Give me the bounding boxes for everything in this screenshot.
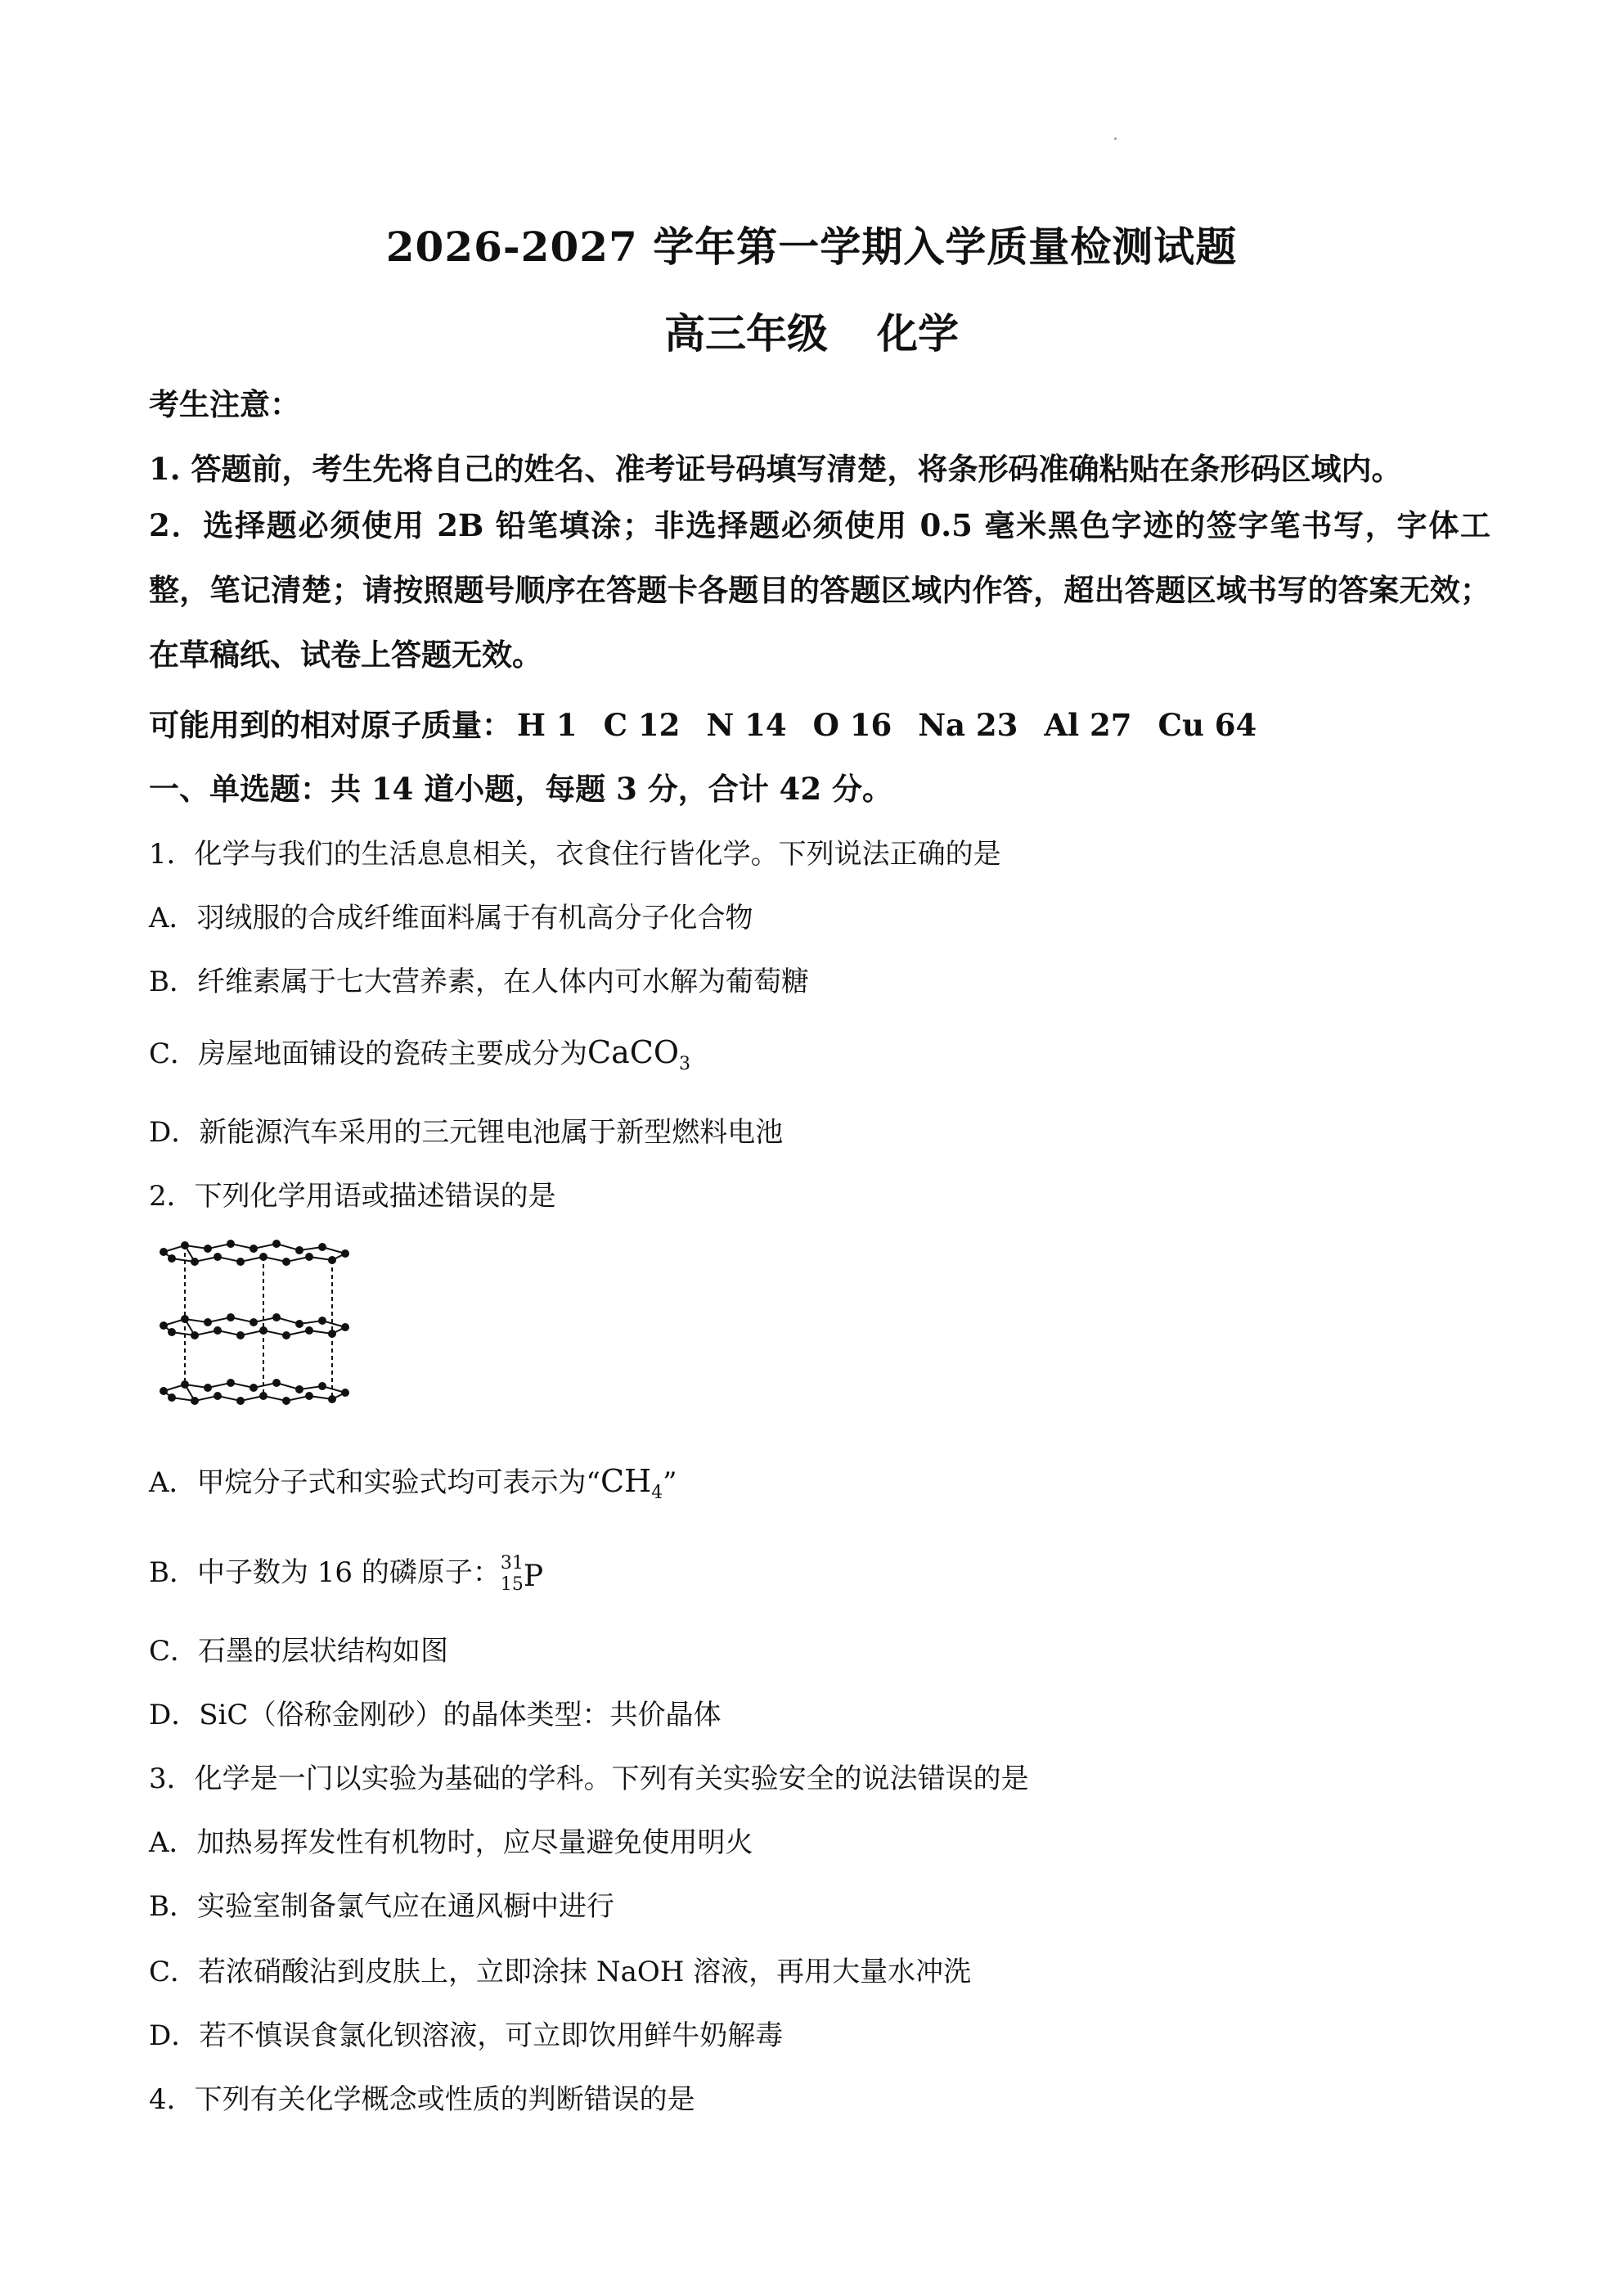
isotope-symbol: P <box>523 1560 544 1593</box>
grade-label: 高三年级 <box>664 309 828 358</box>
phosphorus-isotope <box>500 1553 546 1595</box>
exam-title: 2026-2027 学年第一学期入学质量检测试题 <box>385 223 1238 271</box>
section-heading: 一、单选题：共 14 道小题，每题 3 分，合计 42 分。 <box>149 771 893 807</box>
option-b-text: B．中子数为 16 的磷原子： <box>149 1556 501 1589</box>
question-3-option-a: A．加热易挥发性有机物时，应尽量避免使用明火 <box>149 1826 753 1859</box>
mass-cu: Cu 64 <box>1158 707 1257 743</box>
formula-caco: CaCO <box>587 1034 679 1070</box>
graphite-structure-figure <box>152 1227 366 1424</box>
question-1-option-b: B．纤维素属于七大营养素，在人体内可水解为葡萄糖 <box>149 966 809 998</box>
notice-item-1: 1. 答题前，考生先将自己的姓名、准考证号码填写清楚，将条形码准确粘贴在条形码区域内。 <box>149 451 1402 487</box>
question-2-option-b <box>149 1550 546 1595</box>
scan-dot <box>1114 137 1117 140</box>
formula-sub: 4 <box>651 1482 663 1503</box>
formula-ch: CH <box>600 1463 652 1499</box>
subject-label: 化学 <box>877 309 959 358</box>
question-3-option-c: C．若浓硝酸沾到皮肤上，立即涂抹 NaOH 溶液，再用大量水冲洗 <box>149 1956 972 1988</box>
question-3-option-b: B．实验室制备氯气应在通风橱中进行 <box>149 1890 614 1923</box>
question-4-stem: 4．下列有关化学概念或性质的判断错误的是 <box>149 2083 695 2116</box>
formula-sub: 3 <box>678 1053 690 1074</box>
masses-label: 可能用到的相对原子质量： <box>149 707 512 743</box>
question-3-option-d: D．若不慎误食氯化钡溶液，可立即饮用鲜牛奶解毒 <box>149 2019 784 2052</box>
notice-heading: 考生注意： <box>149 386 300 422</box>
isotope-atomic-number: 15 <box>500 1574 524 1595</box>
question-1-option-a: A．羽绒服的合成纤维面料属于有机高分子化合物 <box>149 902 753 934</box>
isotope-mass-number: 31 <box>500 1553 524 1573</box>
mass-c: C 12 <box>603 707 681 743</box>
notice-item-2: 2．选择题必须使用 2B 铅笔填涂；非选择题必须使用 0.5 毫米黑色字迹的签字笔书写，字体工整，笔记清楚；请按照题号顺序在答题卡各题目的答题区域内作答，超出答题区域书写的答案无效；在草稿纸、试卷上答题无效。 <box>149 507 1490 673</box>
question-2-option-c: C．石墨的层状结构如图 <box>149 1635 449 1668</box>
mass-h: H 1 <box>517 707 578 743</box>
atomic-masses <box>149 700 1283 745</box>
question-1-option-c <box>149 1031 690 1074</box>
mass-al: Al 27 <box>1044 707 1132 743</box>
question-2-option-d: D．SiC（俗称金刚砂）的晶体类型：共价晶体 <box>149 1699 722 1731</box>
question-1-stem: 1．化学与我们的生活息息相关，衣食住行皆化学。下列说法正确的是 <box>149 838 1001 871</box>
option-a-text: A．甲烷分子式和实验式均可表示为“ <box>149 1466 600 1499</box>
question-2-option-a <box>149 1460 677 1503</box>
option-c-text: C．房屋地面铺设的瓷砖主要成分为 <box>149 1038 588 1070</box>
question-1-option-d: D．新能源汽车采用的三元锂电池属于新型燃料电池 <box>149 1116 784 1149</box>
question-3-stem: 3．化学是一门以实验为基础的学科。下列有关实验安全的说法错误的是 <box>149 1763 1029 1795</box>
mass-na: Na 23 <box>918 707 1018 743</box>
option-a-end: ” <box>663 1466 677 1499</box>
mass-n: N 14 <box>706 707 787 743</box>
question-2-stem: 2．下列化学用语或描述错误的是 <box>149 1180 556 1213</box>
exam-subtitle <box>0 301 1623 360</box>
mass-o: O 16 <box>812 707 892 743</box>
